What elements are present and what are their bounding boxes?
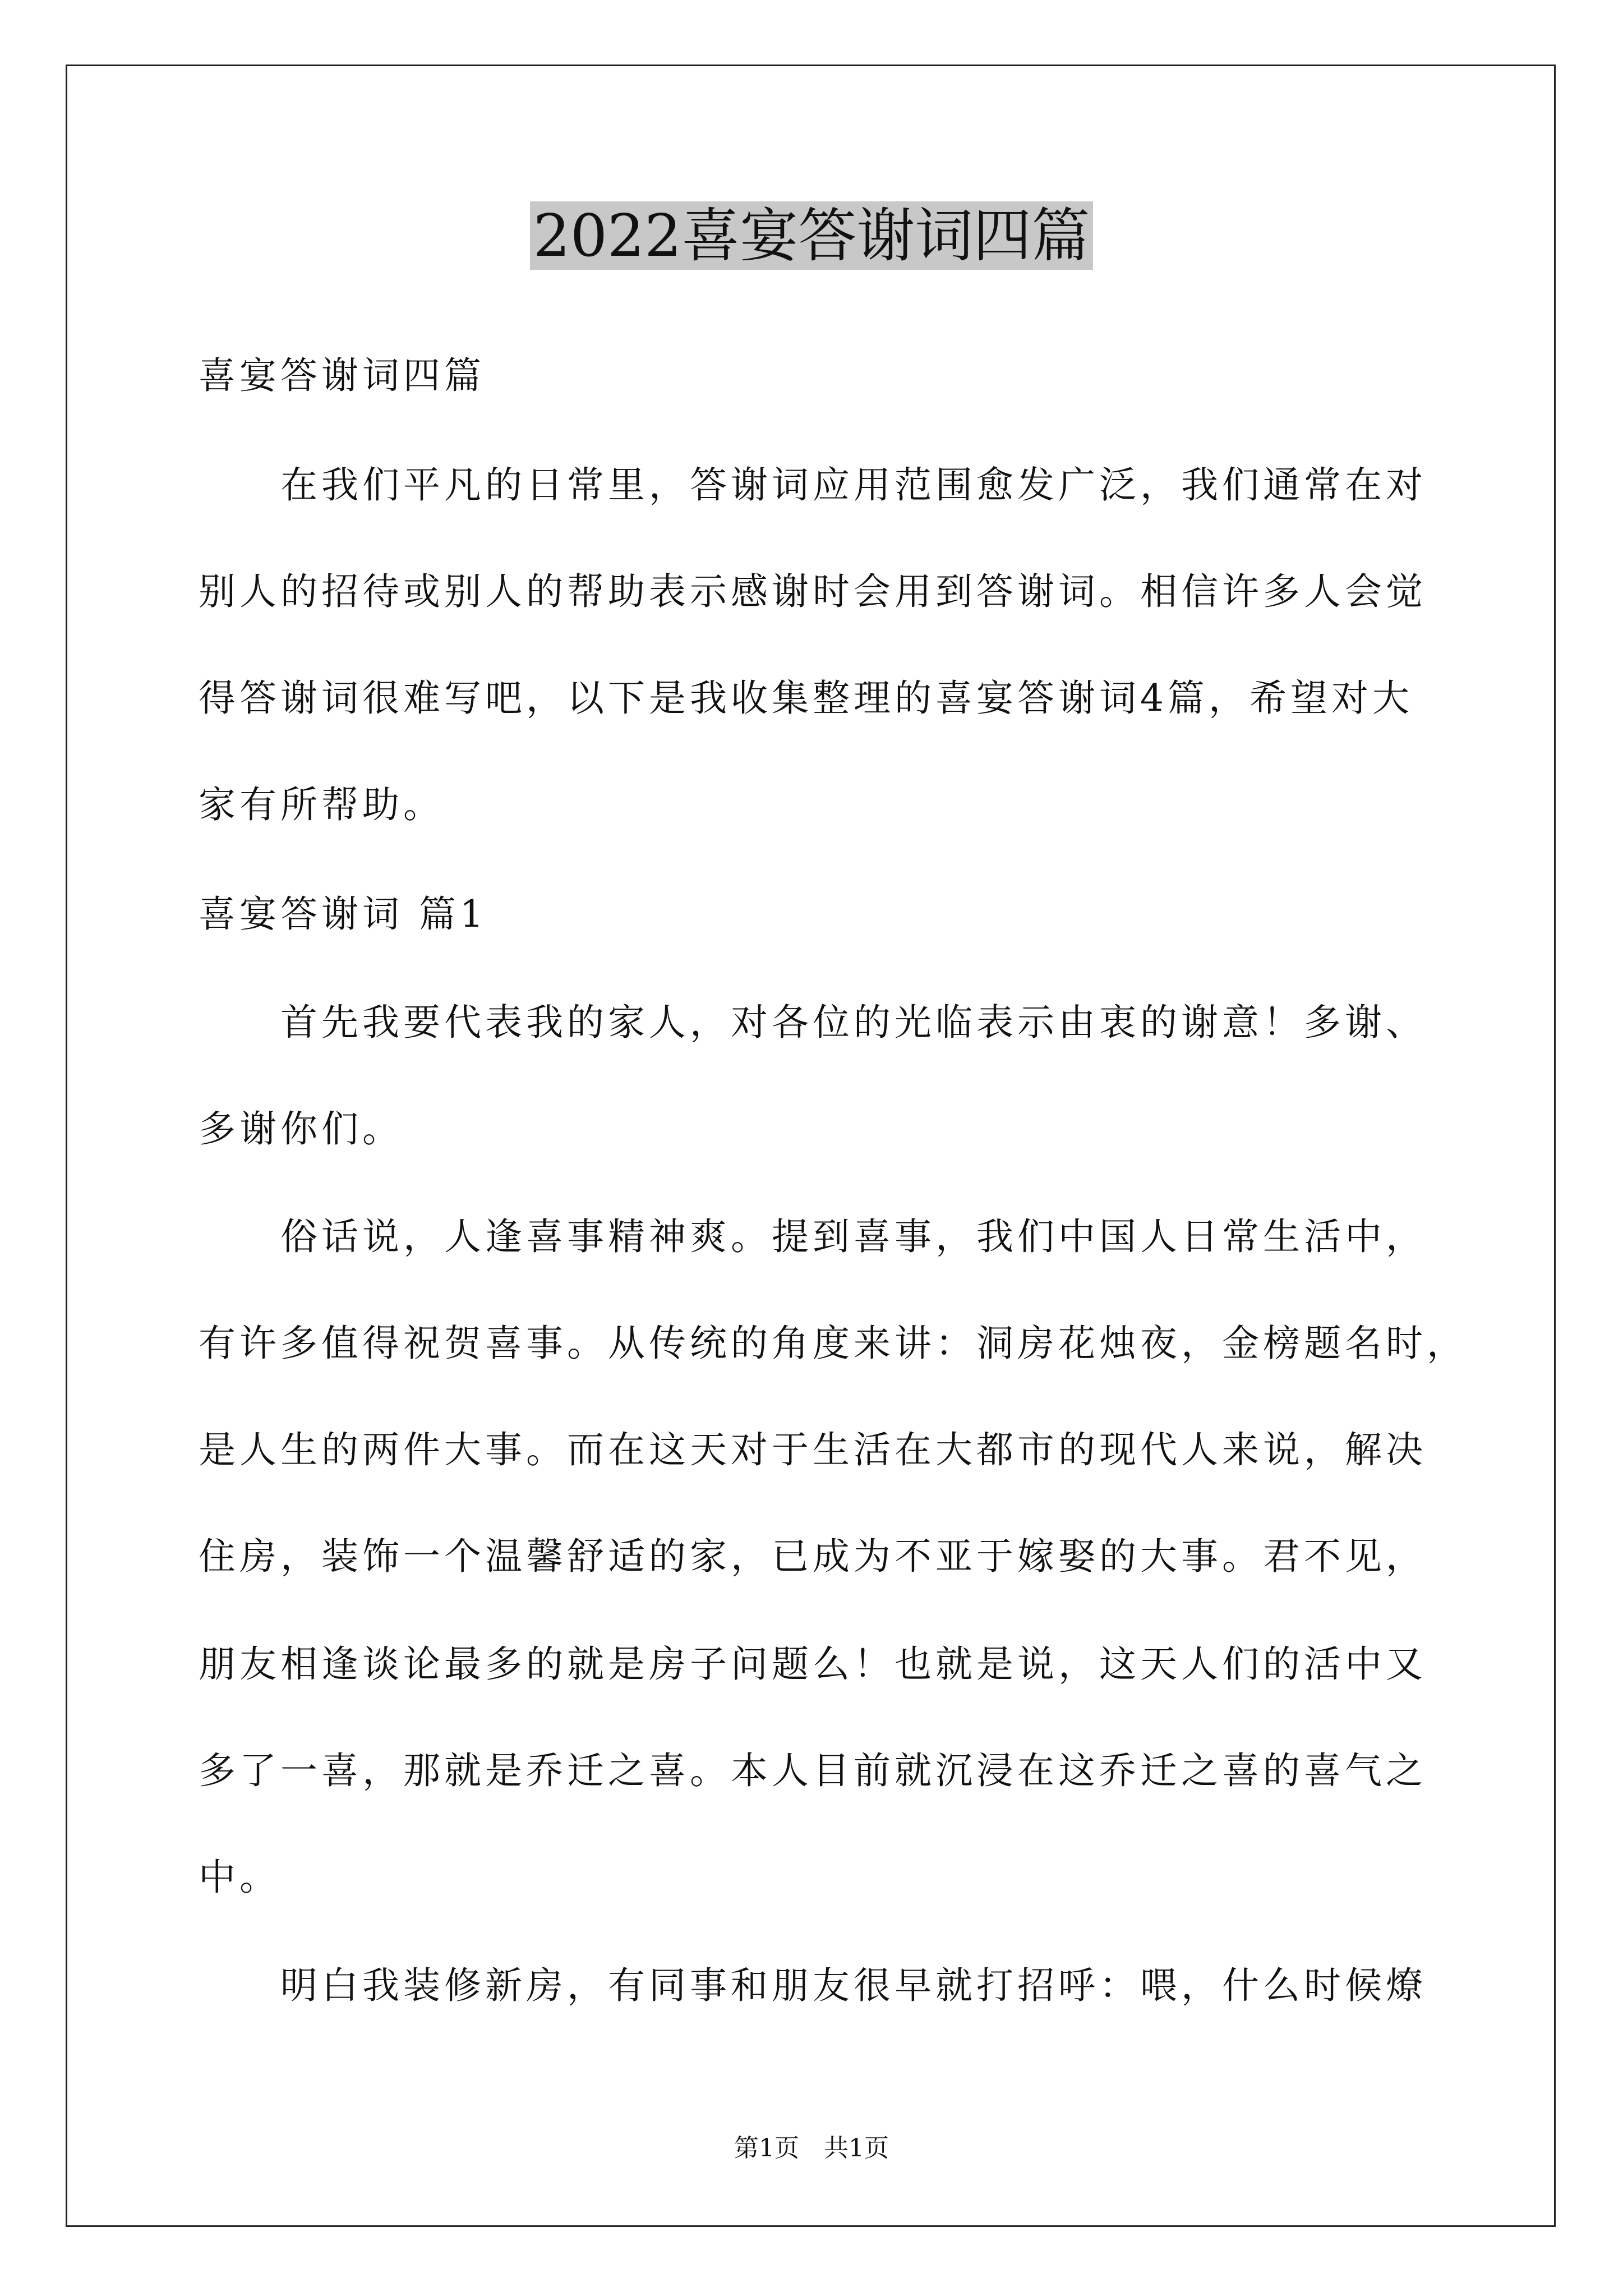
paragraph-line: 在我们平凡的日常里，答谢词应用范围愈发广泛，我们通常在对 xyxy=(280,463,1427,507)
paragraph-line: 得答谢词很难写吧，以下是我收集整理的喜宴答谢词4篇，希望对大 xyxy=(199,677,1413,720)
paragraph-line: 家有所帮助。 xyxy=(199,783,444,826)
paragraph-line: 多了一喜，那就是乔迁之喜。本人目前就沉浸在这乔迁之喜的喜气之 xyxy=(199,1749,1427,1792)
paragraph-line: 俗话说，人逢喜事精神爽。提到喜事，我们中国人日常生活中， xyxy=(280,1215,1427,1258)
paragraph-line: 有许多值得祝贺喜事。从传统的角度来讲：洞房花烛夜，金榜题名时， xyxy=(199,1322,1468,1365)
subtitle-line: 喜宴答谢词四篇 xyxy=(199,354,485,397)
paragraph-line: 中。 xyxy=(199,1856,280,1899)
paragraph-line: 明白我装修新房，有同事和朋友很早就打招呼：喂，什么时候燎 xyxy=(280,1964,1427,2007)
paragraph-line: 是人生的两件大事。而在这天对于生活在大都市的现代人来说，解决 xyxy=(199,1428,1427,1471)
paragraph-line: 住房，装饰一个温馨舒适的家，已成为不亚于嫁娶的大事。君不见， xyxy=(199,1535,1427,1578)
document-title-text: 2022喜宴答谢词四篇 xyxy=(530,201,1094,270)
paragraph-line: 别人的招待或别人的帮助表示感谢时会用到答谢词。相信许多人会觉 xyxy=(199,570,1427,613)
document-title xyxy=(0,199,1623,272)
paragraph-line: 多谢你们。 xyxy=(199,1107,403,1151)
section-heading: 喜宴答谢词 篇1 xyxy=(199,892,487,936)
paragraph-line: 首先我要代表我的家人，对各位的光临表示由衷的谢意！多谢、 xyxy=(280,1001,1427,1044)
paragraph-line: 朋友相逢谈论最多的就是房子问题么！也就是说，这天人们的活中又 xyxy=(199,1642,1427,1686)
page-footer: 第1页 共1页 xyxy=(734,2134,889,2162)
